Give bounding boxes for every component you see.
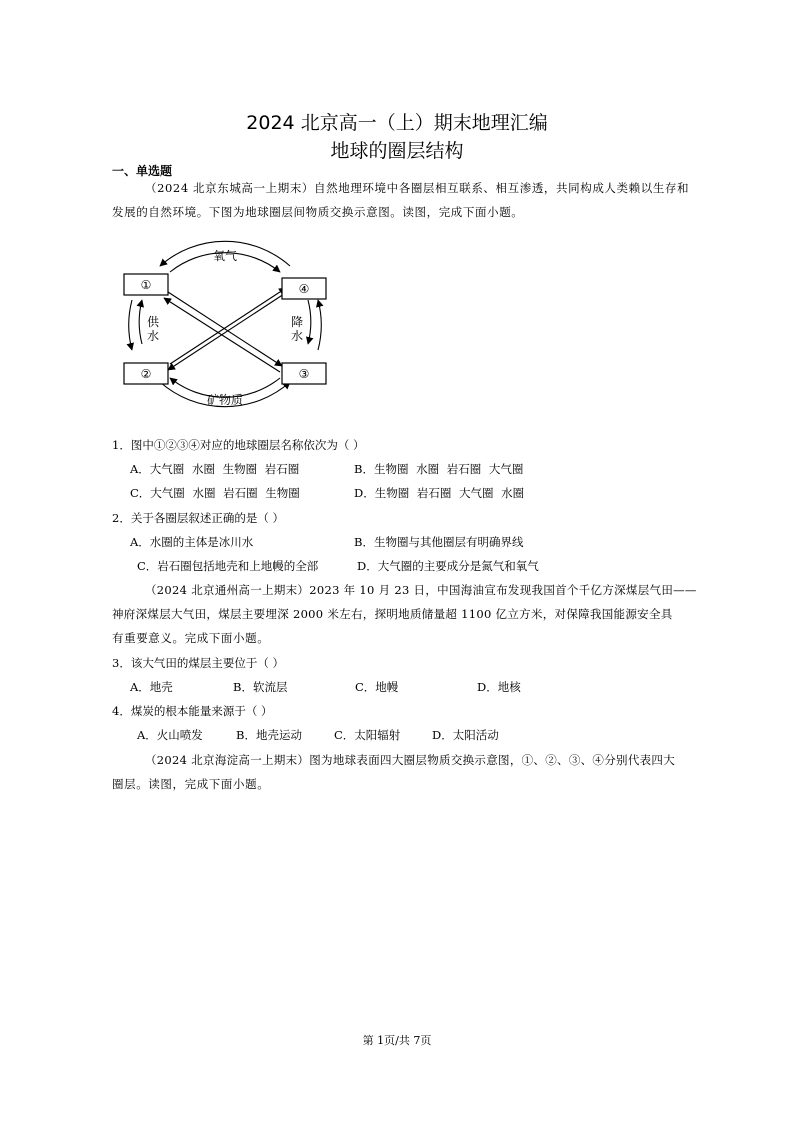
passage-1-line-2: 发展的自然环境。下图为地球圈层间物质交换示意图。读图，完成下面小题。 [112,205,524,219]
node-label-3: ③ [298,367,310,381]
question-4-option-d: D．太阳活动 [432,728,499,742]
arc-outer-right [318,300,321,350]
question-1-option-b: B．生物圈 水圈 岩石圈 大气圈 [354,462,524,476]
section-heading: 一、单选题 [112,164,173,178]
label-precipitation-2: 水 [290,329,304,343]
sphere-exchange-diagram [110,222,340,434]
cross-arrow-2-to-4 [170,288,286,364]
passage-2-line-1: （2024 北京通州高一上期末）2023 年 10 月 23 日，中国海油宣布发现我国首个千亿方深煤层气田—— [145,583,697,597]
question-1-option-a: A．大气圈 水圈 生物圈 岩石圈 [130,462,300,476]
question-1-option-c: C．大气圈 水圈 岩石圈 生物圈 [130,486,300,500]
question-4-stem: 4．煤炭的根本能量来源于（ ） [112,704,273,718]
page-title: 2024 北京高一（上）期末地理汇编 [246,112,548,134]
label-minerals: 矿物质 [206,393,244,407]
question-1-option-d: D．生物圈 岩石圈 大气圈 水圈 [354,486,525,500]
passage-2-line-2: 神府深煤层大气田，煤层主要埋深 2000 米左右，探明地质储量超 1100 亿立方米，对保障我国能源安全具 [112,607,673,621]
question-3-option-b: B．软流层 [233,680,288,694]
question-2-stem: 2．关于各圈层叙述正确的是（ ） [112,511,284,525]
label-supply-water-1: 供 [146,315,160,329]
cross-arrow-4-to-2 [168,294,284,370]
question-2-option-d: D．大气圈的主要成分是氮气和氧气 [357,559,539,573]
question-3-option-a: A．地壳 [130,680,173,694]
question-4-option-b: B．地壳运动 [236,728,302,742]
question-4-option-c: C．太阳辐射 [334,728,401,742]
node-label-1: ① [140,278,152,292]
question-2-option-a: A．水圈的主体是冰川水 [130,535,254,549]
arc-outer-left [129,300,132,350]
question-3-option-d: D．地核 [477,680,521,694]
page-subtitle: 地球的圈层结构 [330,140,464,162]
node-label-2: ② [140,367,152,381]
passage-2-line-3: 有重要意义。完成下面小题。 [112,631,270,645]
question-1-stem: 1．图中①②③④对应的地球圈层名称依次为（ ） [112,438,365,452]
passage-1-line-1: （2024 北京东城高一上期末）自然地理环境中各圈层相互联系、相互渗透，共同构成人类赖以生存和 [145,181,690,195]
question-2-option-b: B．生物圈与其他圈层有明确界线 [354,535,524,549]
question-3-stem: 3．该大气田的煤层主要位于（ ） [112,656,284,670]
question-4-option-a: A．火山喷发 [137,728,203,742]
passage-3-line-2: 圈层。读图，完成下面小题。 [112,777,270,791]
cross-arrow-1-to-3 [168,292,282,366]
node-label-4: ④ [298,282,310,296]
question-3-option-c: C．地幔 [355,680,399,694]
label-oxygen: 氧气 [212,249,238,263]
label-supply-water-2: 水 [146,329,160,343]
passage-3-line-1: （2024 北京海淀高一上期末）图为地球表面四大圈层物质交换示意图，①、②、③、④分别代表四大 [145,753,676,767]
label-precipitation-1: 降 [290,315,304,329]
page-footer: 第 1页/共 7页 [362,1034,432,1047]
arc-inner-right [308,300,311,344]
arc-inner-left [139,300,142,344]
question-2-option-c: C．岩石圈包括地壳和上地幔的全部 [137,559,319,573]
